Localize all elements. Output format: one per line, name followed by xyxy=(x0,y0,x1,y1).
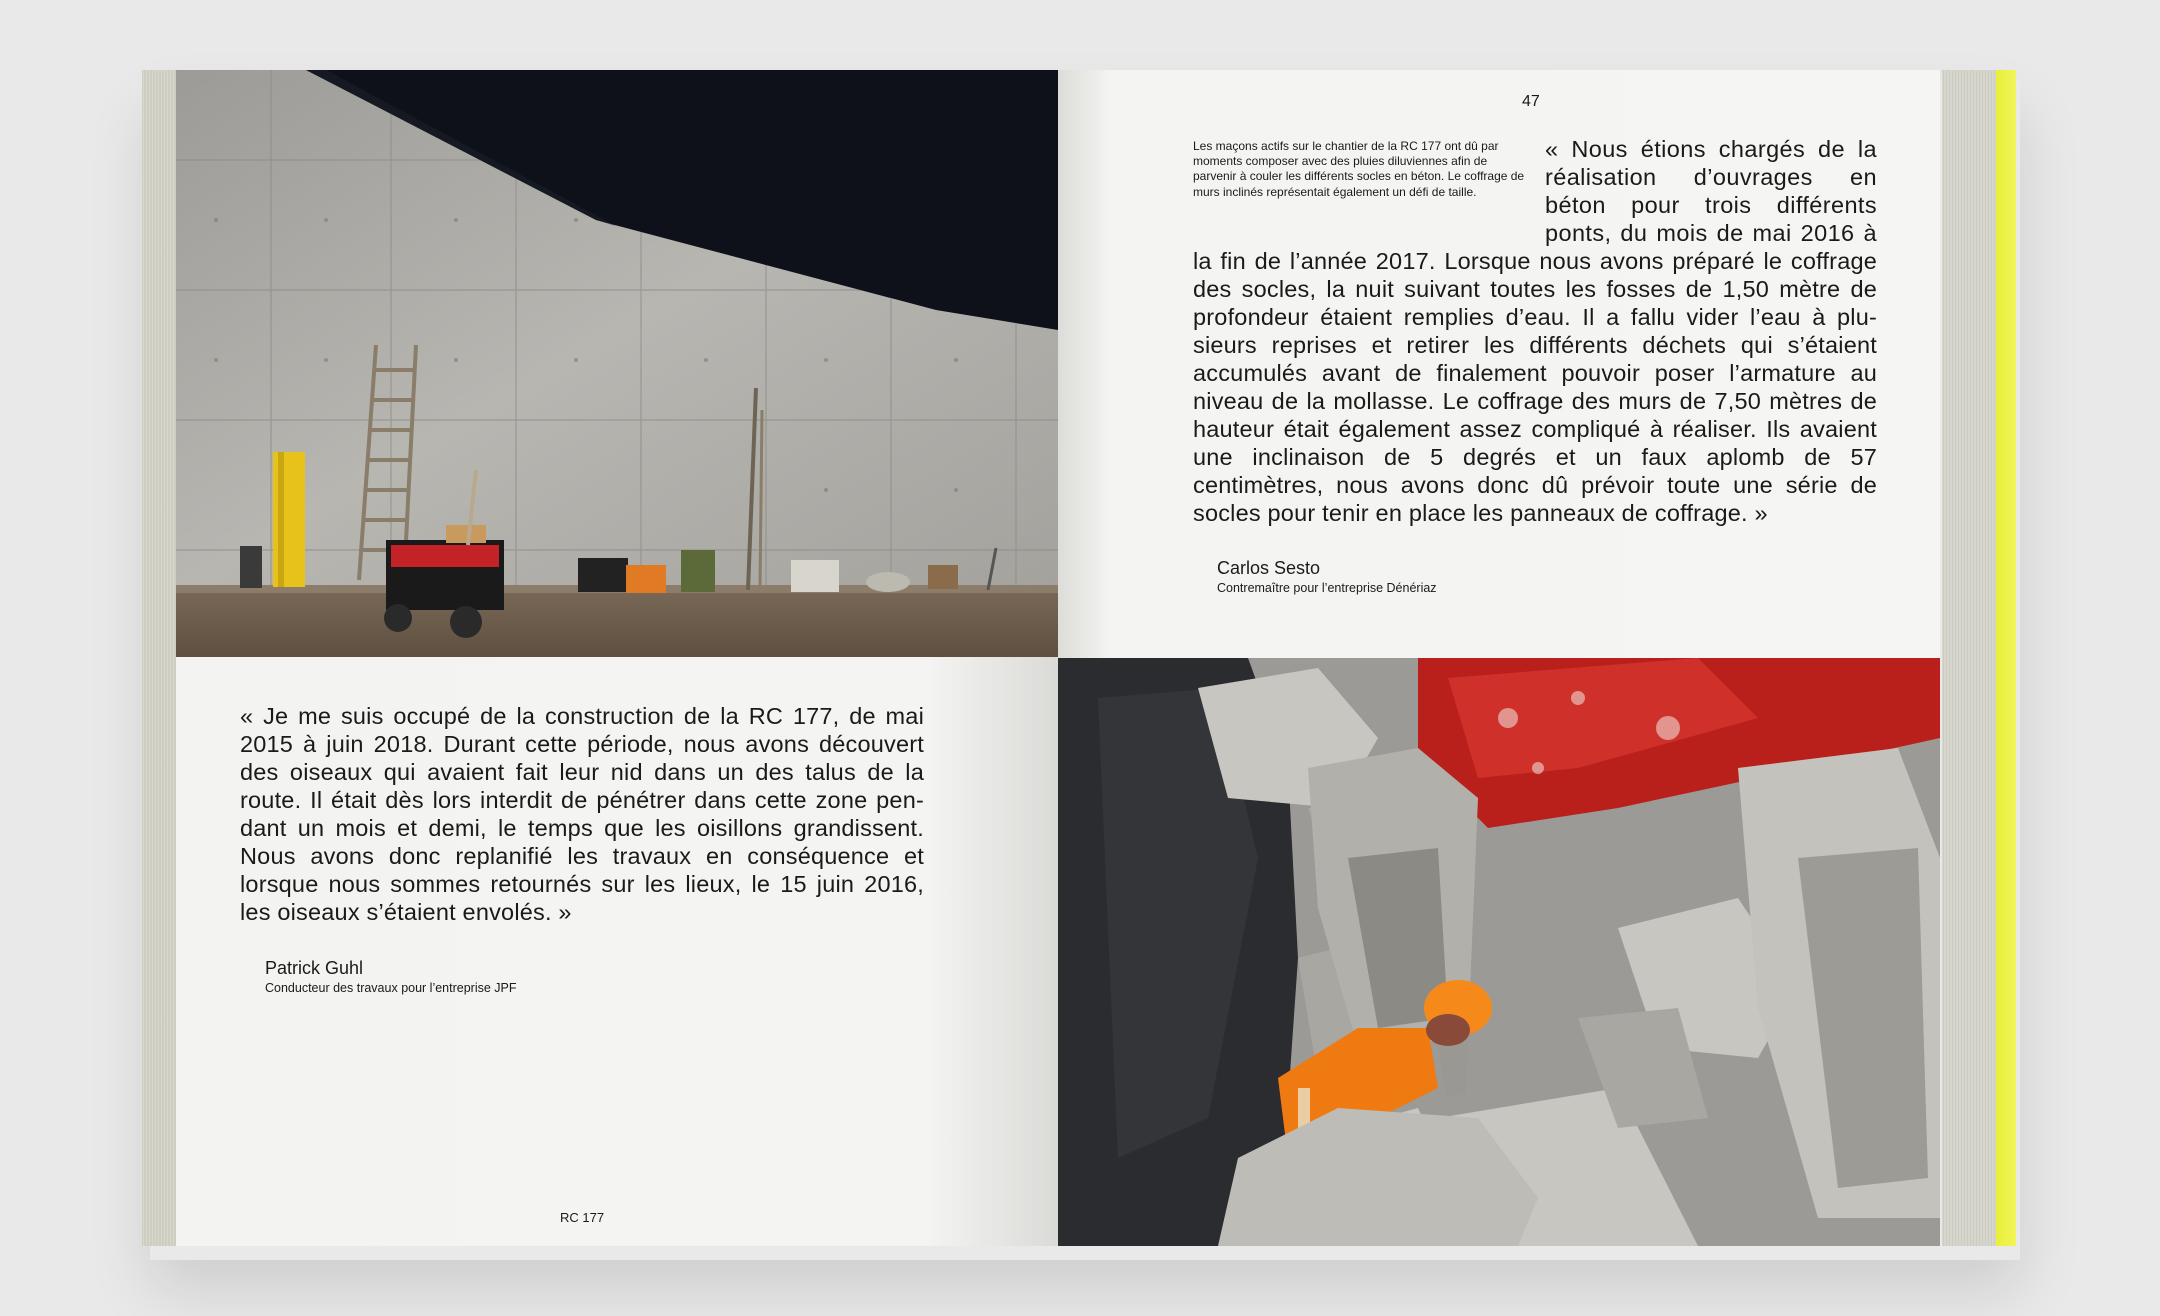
right-quote-body: la fin de l’année 2017. Lorsque nous avons préparé le coffrage des socles, la nuit suivant toutes les fosses de 1,50 mètre de profondeur étaient remplies d’eau. Il a fallu vider l’eau à plu-sieurs reprises et retirer les différents déchets qui s’étaient accumulés avant de finalement pouvoir poser l’armature au niveau de la mollasse. Le coffrage des murs de 7,50 mètres de hauteur était également assez compliqué à réaliser. Ils avaient une inclinaison de 5 degrés et un faux aplomb de 57 centimètres, nous avons donc dû prévoir toute une série de socles pour tenir en place les panneaux de coffrage. » xyxy=(1193,248,1877,526)
construction-wall-photo xyxy=(176,70,1058,657)
right-quote-opening: « Nous étions chargés de la réalisation d’ouvrages en béton pour trois différents ponts, du mois de mai 2016 à xyxy=(1545,136,1877,246)
right-attribution-name: Carlos Sesto xyxy=(1217,558,1321,578)
photo-caption: Les maçons actifs sur le chantier de la RC 177 ont dû par moments composer avec des pluies diluviennes afin de parvenir à couler les différents socles en béton. Le coffrage de murs inclinés représentait également un défi de taille. xyxy=(1193,139,1525,199)
running-folio: RC 177 xyxy=(560,1210,605,1225)
page-number: 47 xyxy=(1522,93,1540,110)
left-attribution-role: Conducteur des travaux pour l’entreprise JPF xyxy=(265,981,517,995)
left-attribution-name: Patrick Guhl xyxy=(265,958,364,978)
book-left-edge xyxy=(142,70,178,1246)
excavator-photo xyxy=(1058,658,1940,1246)
book-yellow-edge xyxy=(1996,70,2016,1246)
left-quote: « Je me suis occupé de la construction de la RC 177, de mai 2015 à juin 2018. Durant cette période, nous avons découvert des oiseaux qui avaient fait leur nid dans un des talus de la route. Il était dès lors interdit de pénétrer dans cette zone pen-dant un mois et demi, le temps que les oisillons grandissent. Nous avons donc replanifié les travaux en conséquence et lorsque nous sommes retournés sur les lieux, le 15 juin 2016, les oiseaux s’étaient envolés. » xyxy=(240,703,924,925)
right-attribution-role: Contremaître pour l’entreprise Dénériaz xyxy=(1217,581,1437,595)
